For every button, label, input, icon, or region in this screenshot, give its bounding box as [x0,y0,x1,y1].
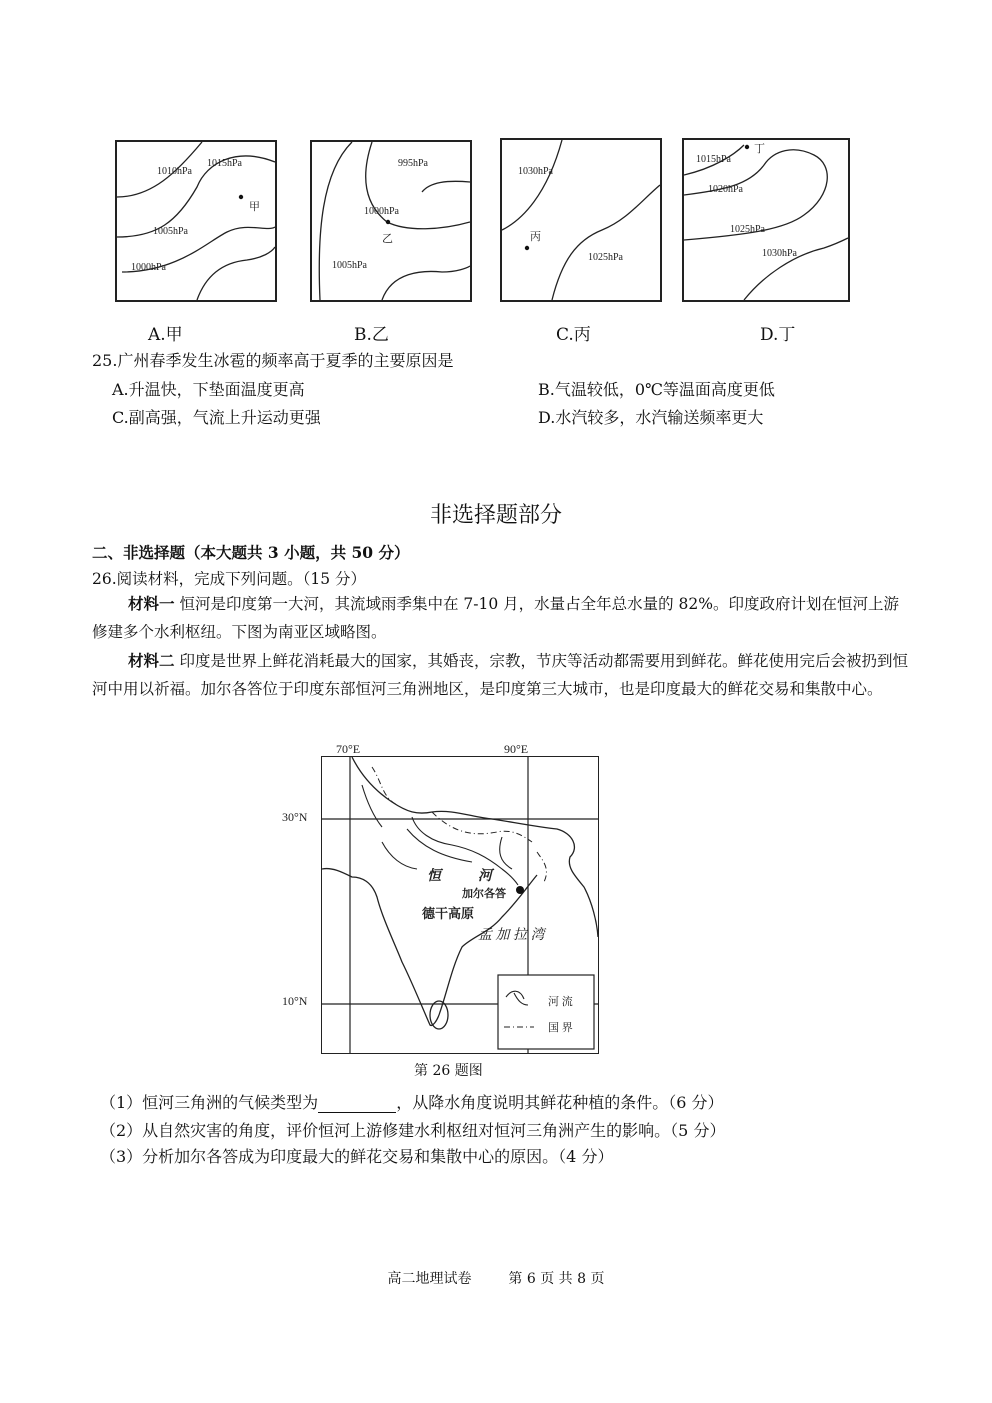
isobar-label: 1020hPa [708,184,743,195]
lat-label-10n: 10°N [282,994,308,1008]
answer-blank[interactable] [318,1096,396,1113]
page-footer [0,1268,992,1288]
question-25-option-b: B.气温较低，0℃等温面高度更低 [538,380,775,399]
question-25-option-d: D.水汽较多，水汽输送频率更大 [538,408,764,427]
point-label: 甲 [249,201,260,213]
material-2 [92,647,912,703]
legend-border-label: 国 界 [548,1022,573,1034]
material-1 [92,590,912,646]
isobar-label: 1030hPa [762,248,797,259]
material-1-text: 恒河是印度第一大河，其流域雨季集中在 7-10 月，水量占全年总水量的 82%。印度政府计划在恒河上游修建多个水利枢纽。下图为南亚区域略图。 [92,595,899,641]
sub-question-1-part-a: （1）恒河三角洲的气候类型为 [100,1093,319,1112]
place-bay-of-bengal: 孟 加 拉 湾 [478,928,545,943]
isobar-label: 1025hPa [588,252,623,263]
place-ganges-2: 河 [478,869,492,884]
place-kolkata: 加尔各答 [462,888,506,900]
question-26-stem: 26.阅读材料，完成下列问题。（15 分） [92,570,367,588]
isobar-label: 1015hPa [696,154,731,165]
lon-label-70e: 70°E [336,742,361,756]
place-ganges-1: 恒 [427,869,441,884]
material-2-text: 印度是世界上鲜花消耗最大的国家，其婚丧，宗教，节庆等活动都需要用到鲜花。鲜花使用完后会被扔到恒河中用以祈福。加尔各答位于印度东部恒河三角洲地区，是印度第三大城市，也是印度最大的鲜花交易和集散中心。 [92,652,908,698]
option-c-label: C.丙 [556,325,591,345]
option-d-label: D.丁 [760,325,796,345]
pressure-map-a [115,140,277,302]
lat-label-30n: 30°N [282,810,308,824]
place-deccan-plateau: 德干高原 [422,906,475,921]
question-25-option-c: C.副高强，气流上升运动更强 [112,408,321,427]
isobar-label: 1005hPa [153,226,188,237]
isobar-label: 1000hPa [131,262,166,273]
isobar-lines-a [117,142,275,300]
lon-label-90e: 90°E [504,742,529,756]
sub-question-1-part-b: ，从降水角度说明其鲜花种植的条件。（6 分） [396,1093,724,1112]
isobar-label: 1025hPa [730,224,765,235]
material-2-label: 材料二 [128,651,175,670]
isobar-label: 1010hPa [157,166,192,177]
question-25-option-a: A.升温快，下垫面温度更高 [112,380,305,399]
point-label: 丁 [754,143,765,155]
pressure-map-b [310,140,472,302]
point-label: 乙 [382,233,393,245]
isobar-label: 1000hPa [364,206,399,217]
footer-page-number: 第 6 页 共 8 页 [508,1271,605,1287]
legend-river-label: 河 流 [548,996,573,1008]
option-b-label: B.乙 [354,325,389,345]
map-caption: 第 26 题图 [414,1063,483,1079]
sub-question-3: （3）分析加尔各答成为印度最大的鲜花交易和集散中心的原因。（4 分） [100,1147,614,1166]
footer-subject: 高二地理试卷 [387,1271,472,1287]
isobar-label: 1030hPa [518,166,553,177]
question-25-stem: 25.广州春季发生冰雹的频率高于夏季的主要原因是 [92,351,454,370]
isobar-lines-c [502,140,660,300]
sub-question-2: （2）从自然灾害的角度，评价恒河上游修建水利枢纽对恒河三角洲产生的影响。（5 分） [100,1121,726,1140]
material-1-label: 材料一 [128,594,175,613]
sub-question-1 [100,1090,723,1113]
isobar-lines-b [312,142,470,300]
section-title: 非选择题部分 [429,503,562,528]
pressure-map-d [682,138,850,302]
part-2-heading: 二、非选择题（本大题共 3 小题，共 50 分） [92,543,410,562]
option-a-label: A.甲 [148,325,183,345]
south-asia-map [321,756,599,1054]
point-label: 丙 [530,231,541,243]
isobar-label: 1005hPa [332,260,367,271]
isobar-label: 1015hPa [207,158,242,169]
pressure-map-c [500,138,662,302]
isobar-label: 995hPa [398,158,428,169]
